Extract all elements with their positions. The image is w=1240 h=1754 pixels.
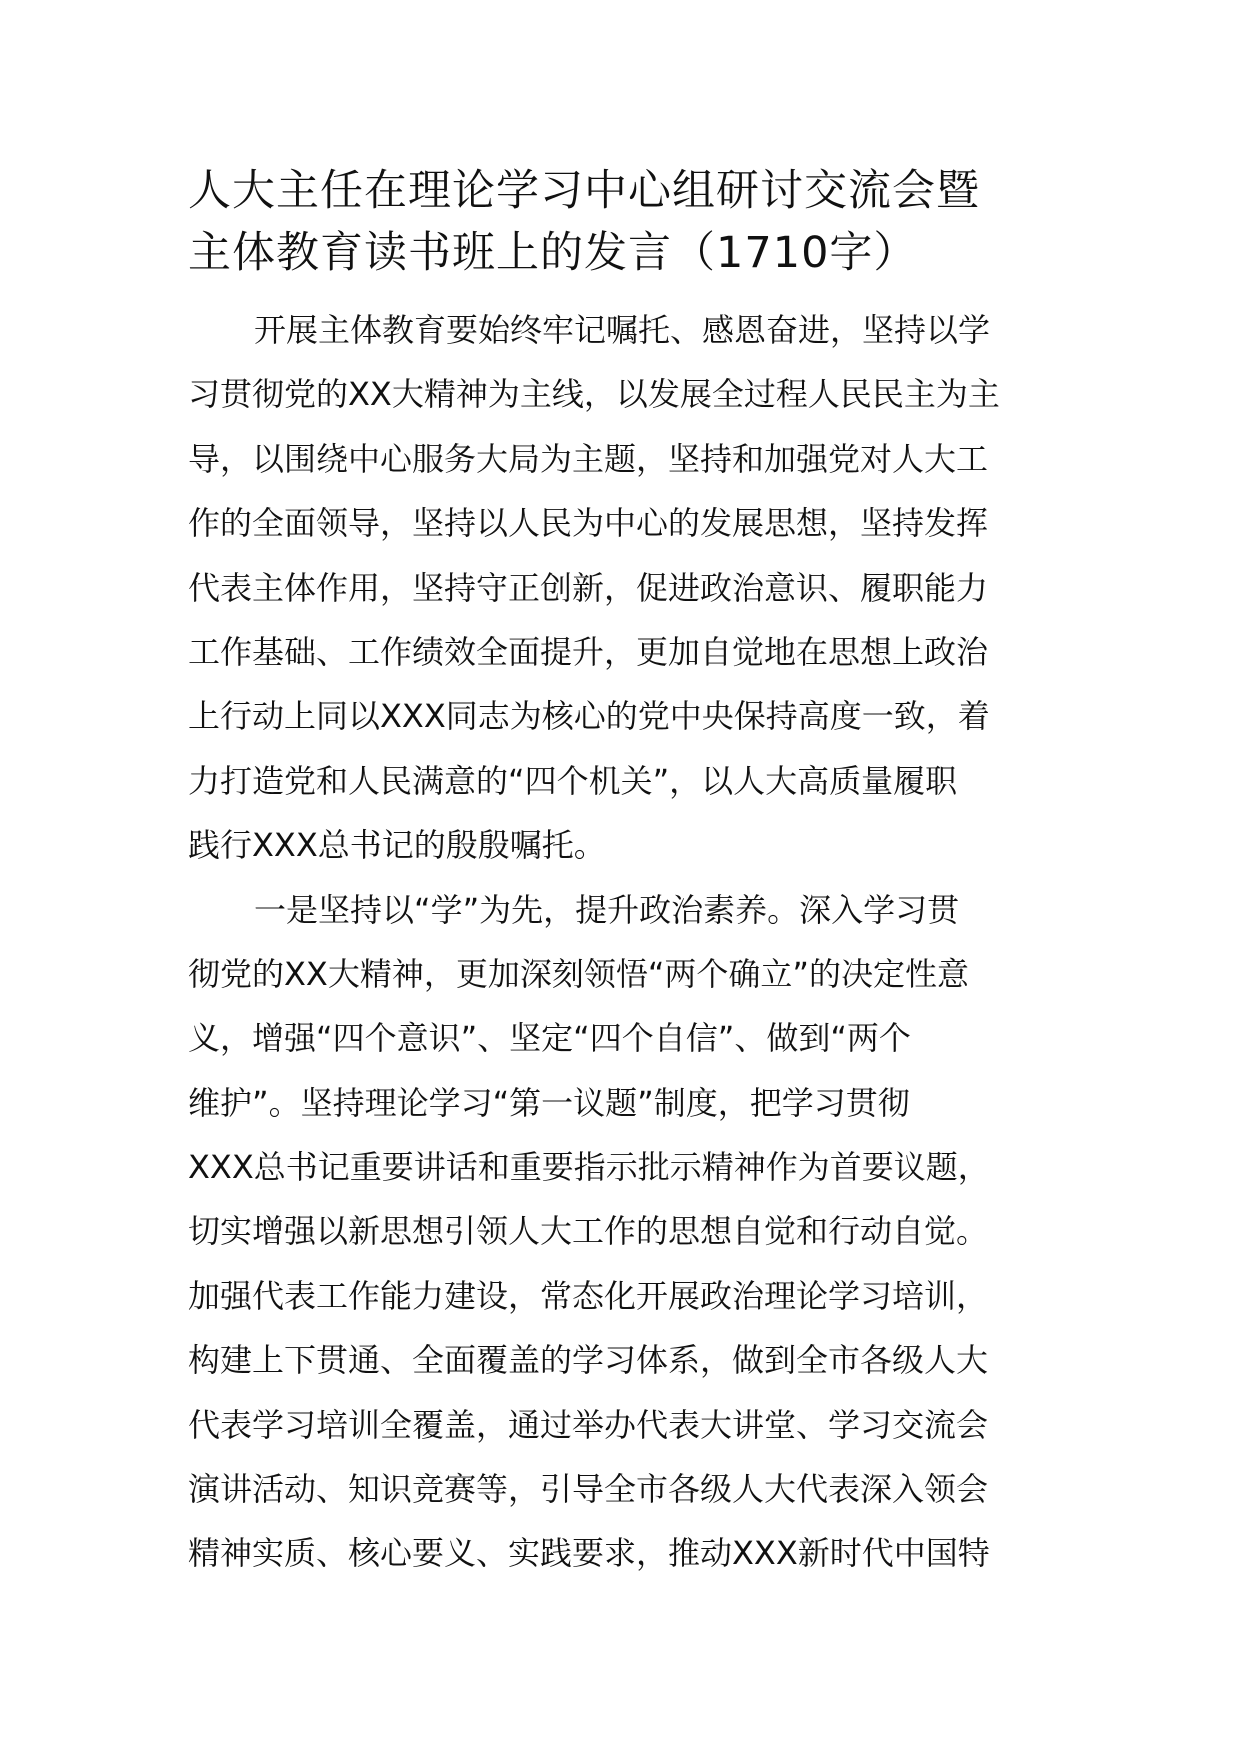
paragraph-line: 彻党的XX大精神，更加深刻领悟“两个确立”的决定性意 — [188, 954, 970, 993]
paragraph-line: 代表主体作用，坚持守正创新，促进政治意识、履职能力 — [188, 568, 989, 607]
paragraph-line: 代表学习培训全覆盖，通过举办代表大讲堂、学习交流会 — [188, 1405, 989, 1444]
paragraph-line: 践行XXX总书记的殷殷嘱托。 — [188, 826, 606, 865]
paragraph-line: 一是坚持以“学”为先，提升政治素养。深入学习贯 — [254, 890, 960, 929]
paragraph-line: 力打造党和人民满意的“四个机关”，以人大高质量履职 — [188, 761, 958, 800]
document-title — [188, 160, 1068, 284]
paragraph-line: 上行动上同以XXX同志为核心的党中央保持高度一致，着 — [188, 697, 990, 736]
paragraph-line: 精神实质、核心要义、实践要求，推动XXX新时代中国特 — [188, 1534, 990, 1573]
paragraph-line: 构建上下贯通、全面覆盖的学习体系，做到全市各级人大 — [188, 1341, 989, 1380]
paragraph-line: 加强代表工作能力建设，常态化开展政治理论学习培训， — [188, 1276, 989, 1315]
paragraph-line: 习贯彻党的XX大精神为主线，以发展全过程人民民主为主 — [188, 375, 1000, 414]
paragraph-line: 作的全面领导，坚持以人民为中心的发展思想，坚持发挥 — [188, 504, 989, 543]
paragraph-line: 开展主体教育要始终牢记嘱托、感恩奋进，坚持以学 — [254, 311, 991, 349]
paragraph-line: 演讲活动、知识竞赛等，引导全市各级人大代表深入领会 — [188, 1470, 989, 1509]
paragraph-line: 工作基础、工作绩效全面提升，更加自觉地在思想上政治 — [188, 632, 989, 671]
paragraph-1 — [188, 298, 1052, 878]
paragraph-line: 维护”。坚持理论学习“第一议题”制度，把学习贯彻 — [188, 1083, 910, 1122]
paragraph-line: 义，增强“四个意识”、坚定“四个自信”、做到“两个 — [188, 1019, 911, 1058]
document-body — [188, 298, 1052, 1586]
paragraph-line: XXX总书记重要讲话和重要指示批示精神作为首要议题， — [188, 1148, 990, 1187]
paragraph-line: 导，以围绕中心服务大局为主题，坚持和加强党对人大工 — [188, 439, 989, 478]
paragraph-line: 切实增强以新思想引领人大工作的思想自觉和行动自觉。 — [188, 1212, 989, 1251]
paragraph-2 — [188, 878, 1052, 1586]
title-line-2: 主体教育读书班上的发言（1710字） — [188, 228, 918, 278]
title-line-1: 人大主任在理论学习中心组研讨交流会暨 — [188, 166, 980, 216]
